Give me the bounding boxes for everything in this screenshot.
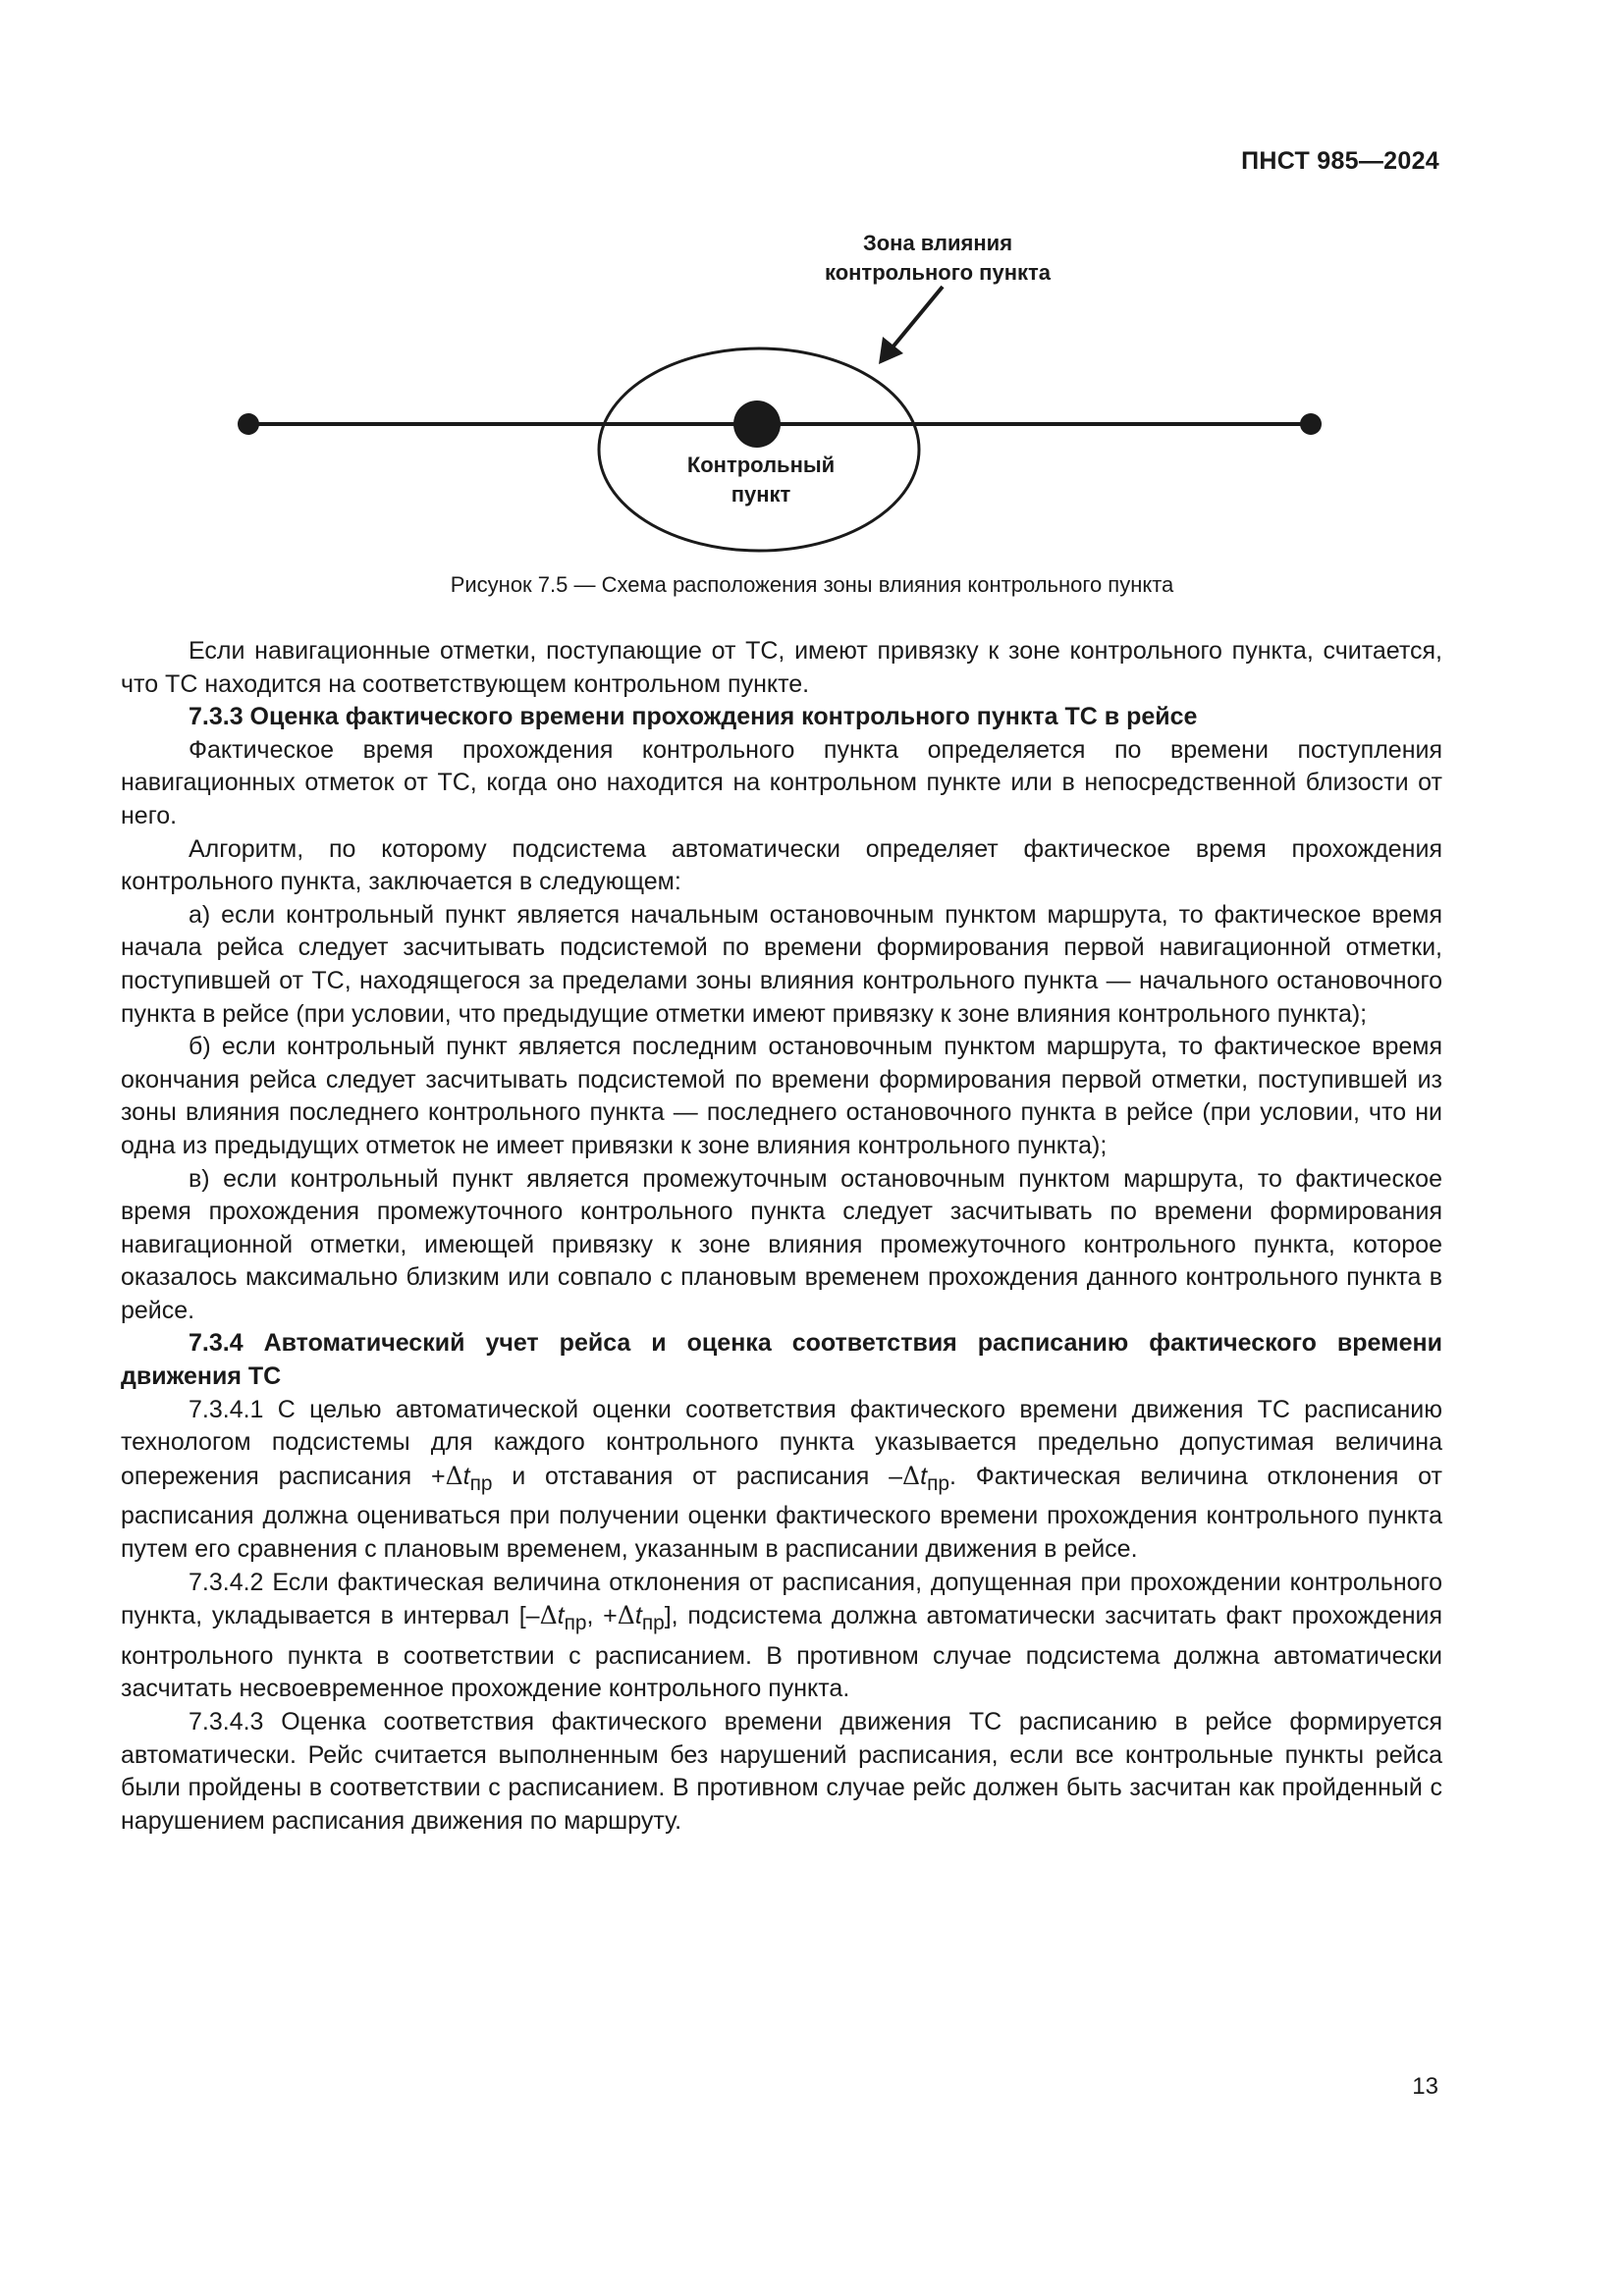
list-item-b: б) если контрольный пункт является последним остановочным пунктом маршрута, то фактическое время окончания рейса следует засчитывать подсистемой по времени формирования первой отметки, поступившей из зоны влияния последнего контрольного пункта — последнего остановочного пункта в рейсе (при условии, что ни одна из предыдущих отметок не имеет привязки к зоне влияния контрольного пункта);	[121, 1033, 1442, 1159]
paragraph-actual-time: Фактическое время прохождения контрольного пункта определяется по времени поступления навигационных отметок от ТС, когда оно находится на контрольном пункте или в непосредственной близости от него.	[121, 735, 1442, 829]
document-code: ПНСТ 985—2024	[1241, 147, 1439, 175]
control-point-label-line2: пункт	[731, 482, 791, 507]
paragraph-7-3-4-3: 7.3.4.3 Оценка соответствия фактического времени движения ТС расписанию в рейсе формируется автоматически. Рейс считается выполненным без нарушений расписания, если все контрольные пункты рейса были пройдены в соответствии с расписанием. В противном случае рейс должен быть засчитан как пройденный с нарушением расписания движения по маршруту.	[121, 1708, 1442, 1835]
list-item-c: в) если контрольный пункт является промежуточным остановочным пунктом маршрута, то фактическое время прохождения промежуточного контрольного пункта следует засчитывать по времени формирования навигационной отметки, имеющей привязку к зоне влияния промежуточного контрольного пункта, которое оказалось максимально близким или совпало с плановым временем прохождения данного контрольного пункта в рейсе.	[121, 1164, 1442, 1324]
control-point-marker	[733, 400, 781, 448]
paragraph-7-3-4-1: 7.3.4.1 С целью автоматической оценки соответствия фактического времени движения ТС расписанию технологом подсистемы для каждого контрольного пункта указывается предельно допустимая величина опережения расписания $+\Delta t_{пр}$ и отставания от расписания $-\Delta t_{пр}$. Фактическая величина отклонения от расписания должна оцениваться при получении оценки фактического времени прохождения контрольного пункта путем его сравнения с плановым временем, указанным в расписании движения в рейсе.	[121, 1395, 1442, 1564]
route-end-point	[1300, 413, 1322, 435]
zone-label-line2: контрольного пункта	[824, 260, 1052, 285]
control-point-label-line1: Контрольный	[686, 453, 836, 477]
influence-zone-ellipse	[599, 348, 919, 551]
zone-pointer-arrow	[892, 287, 943, 348]
route-start-point	[238, 413, 259, 435]
zone-label-line1: Зона влияния	[862, 231, 1013, 255]
paragraph-7-3-4-2: 7.3.4.2 Если фактическая величина отклонения от расписания, допущенная при прохождении контрольного пункта, укладывается в интервал [$-\Delta t_{пр}$, $+\Delta t_{пр}$], подсистема должна автоматически засчитать факт прохождения контрольного пункта в соответствии с расписанием. В противном случае подсистема должна автоматически засчитать несвоевременное прохождение контрольного пункта.	[121, 1568, 1443, 1703]
figure-caption: Рисунок 7.5 — Схема расположения зоны влияния контрольного пункта	[450, 572, 1174, 597]
section-heading-7-3-3: 7.3.3 Оценка фактического времени прохождения контрольного пункта ТС в рейсе	[189, 703, 1198, 731]
paragraph-algorithm: Алгоритм, по которому подсистема автоматически определяет фактическое время прохождения контрольного пункта, заключается в следующем:	[121, 834, 1442, 896]
section-heading-7-3-4: 7.3.4 Автоматический учет рейса и оценка соответствия расписанию фактического времени движения ТС	[121, 1329, 1442, 1391]
body-text	[121, 635, 1442, 1838]
figure-control-point-zone	[0, 216, 1624, 569]
paragraph-zone-binding: Если навигационные отметки, поступающие от ТС, имеют привязку к зоне контрольного пункта, считается, что ТС находится на соответствующем контрольном пункте.	[121, 637, 1442, 698]
page-number: 13	[1412, 2073, 1438, 2100]
list-item-a: а) если контрольный пункт является начальным остановочным пунктом маршрута, то фактическое время начала рейса следует засчитывать подсистемой по времени формирования первой навигационной отметки, поступившей от ТС, находящегося за пределами зоны влияния контрольного пункта — начального остановочного пункта в рейсе (при условии, что предыдущие отметки имеют привязку к зоне влияния контрольного пункта);	[121, 900, 1442, 1028]
